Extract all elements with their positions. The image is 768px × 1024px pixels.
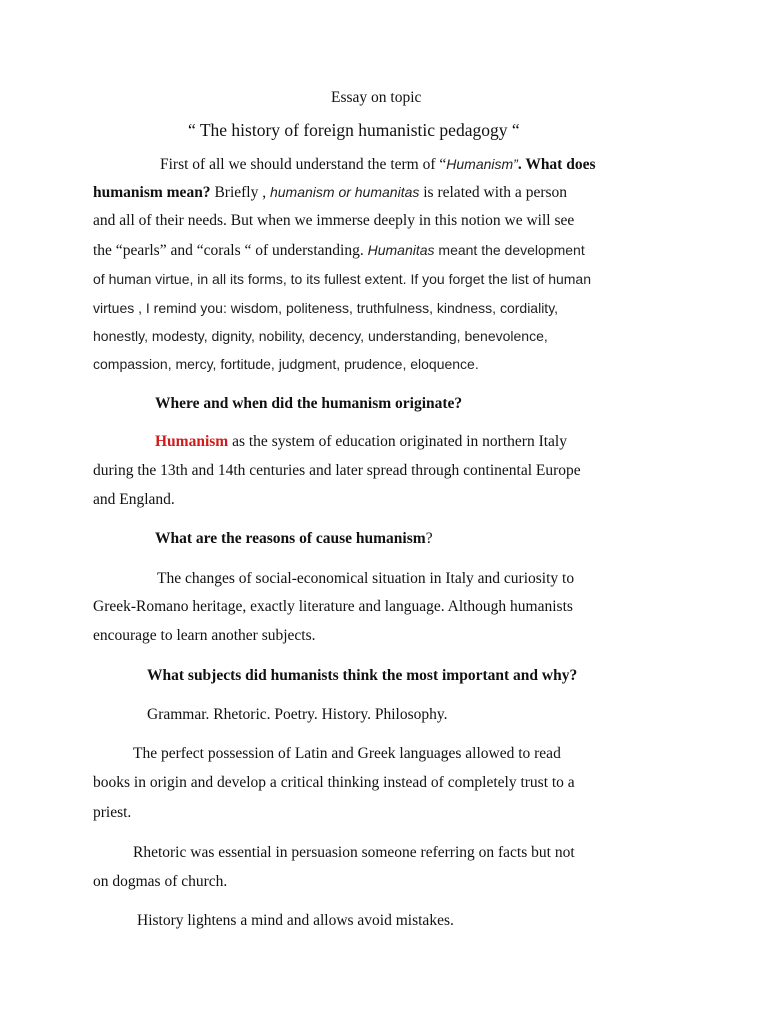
- humanism-mean-question: humanism mean?: [93, 184, 211, 201]
- intro-line-3: and all of their needs. But when we immerse deeply in this notion we will see: [93, 212, 575, 229]
- question-mark: ?: [425, 530, 433, 547]
- essay-heading: Essay on topic: [331, 89, 422, 106]
- intro-line-1-text: First of all we should understand the term of “: [160, 156, 447, 173]
- development-text: meant the development: [434, 242, 585, 258]
- answer-reasons-line-1: The changes of social-economical situation in Italy and curiosity to: [157, 570, 575, 587]
- intro-line-4: [93, 240, 585, 261]
- latin-greek-line-1: The perfect possession of Latin and Greek languages allowed to read: [133, 745, 561, 762]
- rhetoric-line-1: Rhetoric was essential in persuasion someone referring on facts but not: [133, 844, 575, 861]
- related-text: is related with a person: [419, 184, 568, 201]
- intro-line-1: [160, 154, 596, 175]
- answer-origin-line-1: [155, 432, 567, 452]
- intro-line-6: virtues , I remind you: wisdom, politeness, truthfulness, kindness, cordiality,: [93, 300, 559, 316]
- rhetoric-line-2: on dogmas of church.: [93, 873, 228, 890]
- question-reasons-text: What are the reasons of cause humanism: [155, 530, 426, 547]
- history-line: History lightens a mind and allows avoid mistakes.: [137, 912, 454, 929]
- answer-origin-line-3: and England.: [93, 491, 175, 508]
- answer-reasons-line-3: encourage to learn another subjects.: [93, 627, 316, 644]
- pearls-text: the “pearls” and “corals “ of understanding.: [93, 242, 368, 259]
- humanism-term: Humanism”: [446, 156, 518, 172]
- what-does-text: . What does: [517, 156, 596, 173]
- question-subjects: What subjects did humanists think the most important and why?: [147, 667, 578, 684]
- question-origin: Where and when did the humanism originate?: [155, 395, 463, 412]
- intro-line-5: of human virtue, in all its forms, to its fullest extent. If you forget the list of human: [93, 271, 592, 287]
- answer-reasons-line-2: Greek-Romano heritage, exactly literature and language. Although humanists: [93, 598, 573, 615]
- answer-origin-text: as the system of education originated in northern Italy: [228, 433, 567, 450]
- briefly-text: Briefly ,: [210, 184, 270, 201]
- latin-greek-line-2: books in origin and develop a critical thinking instead of completely trust to a: [93, 774, 575, 791]
- question-reasons: [155, 529, 433, 549]
- answer-origin-line-2: during the 13th and 14th centuries and later spread through continental Europe: [93, 462, 581, 479]
- humanitas-phrase: humanism or humanitas: [269, 184, 420, 200]
- intro-line-7: honestly, modesty, dignity, nobility, decency, understanding, benevolence,: [93, 328, 548, 344]
- humanitas-term: Humanitas: [367, 242, 435, 258]
- intro-line-8: compassion, mercy, fortitude, judgment, prudence, eloquence.: [93, 356, 479, 372]
- essay-title: “ The history of foreign humanistic pedagogy “: [188, 120, 520, 140]
- intro-line-2: [93, 182, 567, 203]
- latin-greek-line-3: priest.: [93, 804, 132, 821]
- humanism-keyword: Humanism: [155, 433, 229, 450]
- subjects-list: Grammar. Rhetoric. Poetry. History. Philosophy.: [147, 706, 448, 723]
